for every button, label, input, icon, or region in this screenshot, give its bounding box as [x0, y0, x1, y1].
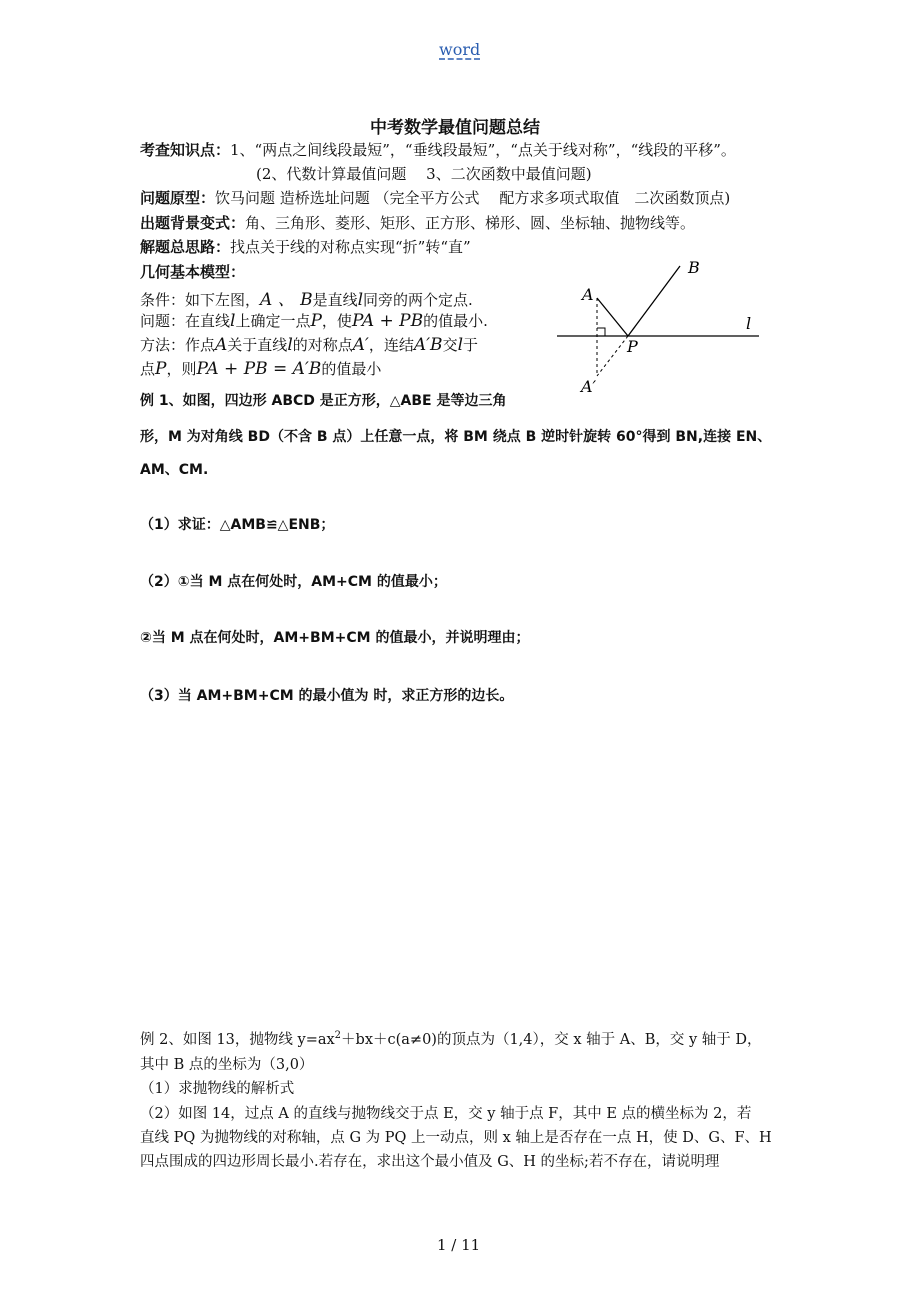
- m-text-c: 的对称点: [292, 336, 353, 354]
- q-text-c: ，使: [321, 312, 352, 330]
- prototype-label: 问题原型：: [140, 189, 216, 207]
- label-a-prime: A′: [581, 377, 597, 396]
- sym-sum: PA + PB: [351, 311, 424, 331]
- sym-a: A: [215, 335, 228, 355]
- sym-p: P: [310, 311, 322, 331]
- sym-l: l: [287, 335, 293, 355]
- background-label: 出题背景变式：: [140, 214, 246, 232]
- knowledge-line-2: (2、代数计算最值问题 3、二次函数中最值问题): [256, 165, 592, 183]
- q-text-a: 问题：在直线: [140, 312, 231, 330]
- example1-line-2: 形，M 为对角线 BD（不含 B 点）上任意一点，将 BM 绕点 B 逆时针旋转 60°得到 BN,连接 EN、: [140, 429, 772, 445]
- sym-l: l: [230, 311, 236, 331]
- example2-line-6: 四点围成的四边形周长最小.若存在，求出这个最小值及 G、H 的坐标;若不存在，请说明理: [140, 1154, 720, 1170]
- label-a: A: [582, 285, 594, 304]
- sym-ab: A 、 B: [260, 290, 313, 310]
- cond-text-b: 是直线: [312, 291, 358, 309]
- sym-a-prime: A′: [352, 335, 369, 355]
- example1-question-1: （1）求证：△AMB≌△ENB；: [140, 517, 335, 533]
- prototype-text: 饮马问题 造桥选址问题 （完全平方公式 配方求多项式取值 二次函数顶点): [215, 189, 731, 207]
- sym-l: l: [357, 290, 364, 310]
- model-question: [140, 310, 488, 331]
- model-label: 几何基本模型：: [140, 263, 246, 281]
- m-text-d: ，连结: [368, 336, 414, 354]
- q-text-b: 上确定一点: [235, 312, 311, 330]
- document-title: 中考数学最值问题总结: [370, 118, 540, 138]
- q-text-d: 的值最小.: [423, 312, 488, 330]
- example2-line-4: （2）如图 14，过点 A 的直线与抛物线交于点 E，交 y 轴于点 F，其中 E 点的横坐标为 2，若: [140, 1106, 752, 1122]
- ex2-line1-b: ＋bx＋c(a≠0)的顶点为（1,4），交 x 轴于 A、B，交 y 轴于 D，: [341, 1032, 762, 1048]
- sym-eq: PA + PB = A′B: [196, 359, 322, 379]
- sym-l: l: [457, 335, 464, 355]
- r-text-b: ，则: [166, 360, 197, 378]
- example2-line-3: （1）求抛物线的解析式: [140, 1081, 295, 1097]
- segment-pb: [628, 266, 680, 336]
- sym-a-prime-b: A′B: [413, 335, 443, 355]
- example2-line-2: 其中 B 点的坐标为（3,0）: [140, 1057, 314, 1073]
- example1-question-2: （2）①当 M 点在何处时，AM+CM 的值最小；: [140, 574, 447, 590]
- ex2-superscript: 2: [334, 1030, 342, 1042]
- m-text-e: 交: [442, 336, 458, 354]
- reflection-figure: [550, 255, 780, 400]
- model-result: [140, 358, 381, 379]
- label-b: B: [688, 258, 700, 277]
- knowledge-label: 考查知识点：: [140, 141, 231, 159]
- knowledge-line-1: [140, 139, 736, 160]
- prototype-line: [140, 187, 730, 208]
- background-line: [140, 212, 695, 233]
- example1-line-3: AM、CM.: [140, 462, 209, 478]
- knowledge-text: 1、“两点之间线段最短”，“垂线段最短”，“点关于线对称”，“线段的平移”。: [230, 141, 736, 159]
- dashed-pa-prime: [597, 336, 628, 376]
- r-text-a: 点: [140, 360, 156, 378]
- model-condition: [140, 285, 473, 310]
- example1-question-3: （3）当 AM+BM+CM 的最小值为 时，求正方形的边长。: [140, 688, 514, 704]
- page-number: 1 / 11: [437, 1236, 481, 1254]
- r-text-c: 的值最小: [321, 360, 382, 378]
- approach-label: 解题总思路：: [140, 238, 231, 256]
- approach-text: 找点关于线的对称点实现“折”转“直”: [230, 238, 471, 256]
- m-text-a: 方法：作点: [140, 336, 216, 354]
- background-text: 角、三角形、菱形、矩形、正方形、梯形、圆、坐标轴、抛物线等。: [245, 214, 696, 232]
- example2-line-5: 直线 PQ 为抛物线的对称轴，点 G 为 PQ 上一动点，则 x 轴上是否存在一点 H，使 D、G、F、H: [140, 1130, 772, 1146]
- m-text-b: 关于直线: [227, 336, 288, 354]
- example1-question-2b: ②当 M 点在何处时，AM+BM+CM 的值最小，并说明理由；: [140, 630, 530, 646]
- label-p: P: [627, 337, 638, 356]
- cond-text-a: 条件：如下左图，: [140, 291, 261, 309]
- example2-line-1: [140, 1028, 762, 1049]
- header-word-link[interactable]: word: [439, 40, 481, 59]
- example1-line-1: 例 1、如图，四边形 ABCD 是正方形，△ABE 是等边三角: [140, 393, 507, 409]
- m-text-f: 于: [463, 336, 479, 354]
- cond-text-c: 同旁的两个定点.: [363, 291, 473, 309]
- segment-ap: [597, 298, 628, 336]
- approach-line: [140, 236, 471, 257]
- model-method: [140, 334, 478, 355]
- label-l: l: [746, 314, 752, 333]
- right-angle-mark: [597, 328, 605, 336]
- sym-p: P: [155, 359, 167, 379]
- ex2-line1-a: 例 2、如图 13，抛物线 y=ax: [140, 1032, 335, 1048]
